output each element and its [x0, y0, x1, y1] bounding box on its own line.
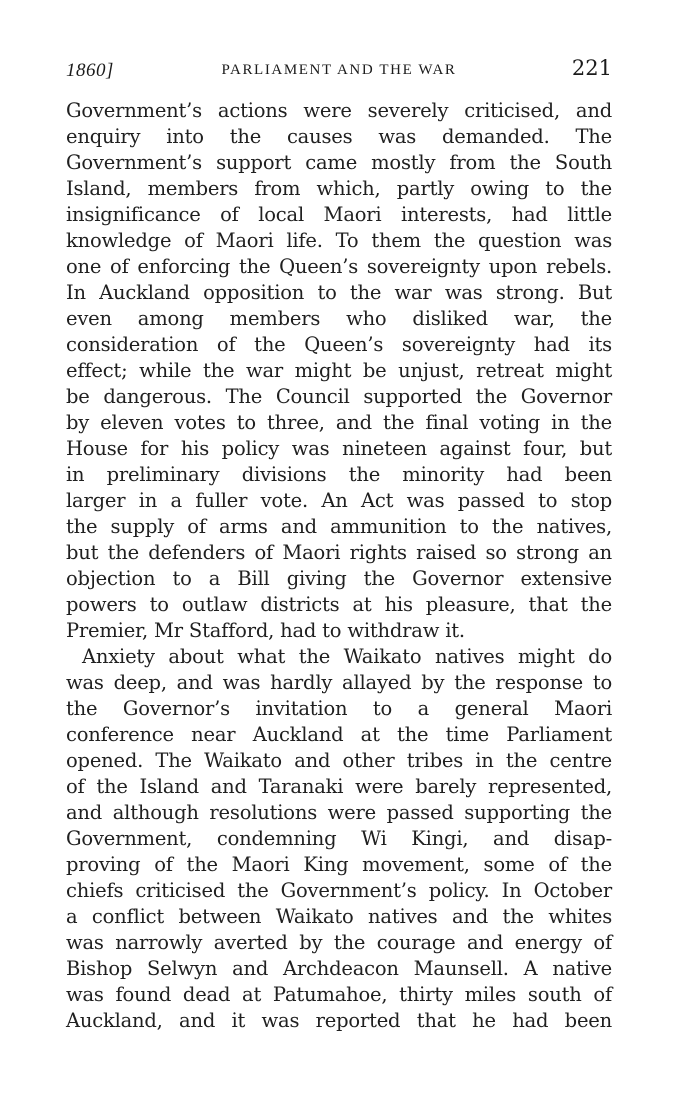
paragraph	[66, 98, 612, 644]
text-line: a conflict between Waikato natives and the whites	[66, 905, 612, 928]
text-line: Government, condemning Wi Kingi, and disap-	[66, 827, 612, 850]
text-line: opened. The Waikato and other tribes in the centre	[66, 749, 612, 772]
text-line: by eleven votes to three, and the final voting in the	[66, 411, 612, 434]
text-line: the supply of arms and ammunition to the natives,	[66, 515, 612, 538]
text-line: and although resolutions were passed supporting the	[66, 801, 612, 824]
body-text	[66, 98, 612, 1034]
text-line: objection to a Bill giving the Governor extensive	[66, 567, 612, 590]
text-line: Premier, Mr Stafford, had to withdraw it.	[66, 619, 465, 642]
text-line: House for his policy was nineteen against four, but	[66, 437, 612, 460]
text-line: proving of the Maori King movement, some of the	[66, 853, 612, 876]
text-line: knowledge of Maori life. To them the question was	[66, 229, 612, 252]
text-line: Island, members from which, partly owing to the	[66, 177, 612, 200]
text-line: consideration of the Queen’s sovereignty had its	[66, 333, 612, 356]
text-line: Auckland, and it was reported that he had been	[66, 1009, 612, 1032]
text-line: enquiry into the causes was demanded. The	[66, 125, 612, 148]
text-line: one of enforcing the Queen’s sovereignty upon rebels.	[66, 255, 612, 278]
text-line: in preliminary divisions the minority had been	[66, 463, 612, 486]
text-line: Anxiety about what the Waikato natives might do	[82, 645, 612, 668]
text-line: was deep, and was hardly allayed by the response to	[66, 671, 612, 694]
text-line: Government’s support came mostly from the South	[66, 151, 612, 174]
text-line: Government’s actions were severely criticised, and	[66, 99, 612, 122]
text-line: the Governor’s invitation to a general Maori	[66, 697, 612, 720]
text-line: insignificance of local Maori interests, had little	[66, 203, 612, 226]
text-line: Bishop Selwyn and Archdeacon Maunsell. A native	[66, 957, 612, 980]
text-line: be dangerous. The Council supported the Governor	[66, 385, 612, 408]
running-head-title: PARLIAMENT AND THE WAR	[221, 62, 457, 78]
text-line: of the Island and Taranaki were barely represented,	[66, 775, 612, 798]
text-line: powers to outlaw districts at his pleasure, that the	[66, 593, 612, 616]
text-line: conference near Auckland at the time Parliament	[66, 723, 612, 746]
paragraph	[66, 644, 612, 1034]
text-line: was found dead at Patumahoe, thirty miles south of	[66, 983, 612, 1006]
text-line: effect; while the war might be unjust, retreat might	[66, 359, 612, 382]
running-head-year: 1860]	[66, 60, 114, 81]
text-line: In Auckland opposition to the war was strong. But	[66, 281, 612, 304]
text-line: but the defenders of Maori rights raised so strong an	[66, 541, 612, 564]
running-head	[66, 52, 612, 92]
text-line: chiefs criticised the Government’s policy. In October	[66, 879, 612, 902]
text-line: was narrowly averted by the courage and energy of	[66, 931, 612, 954]
page-number: 221	[571, 56, 612, 80]
text-line: even among members who disliked war, the	[66, 307, 612, 330]
text-line: larger in a fuller vote. An Act was passed to stop	[66, 489, 612, 512]
